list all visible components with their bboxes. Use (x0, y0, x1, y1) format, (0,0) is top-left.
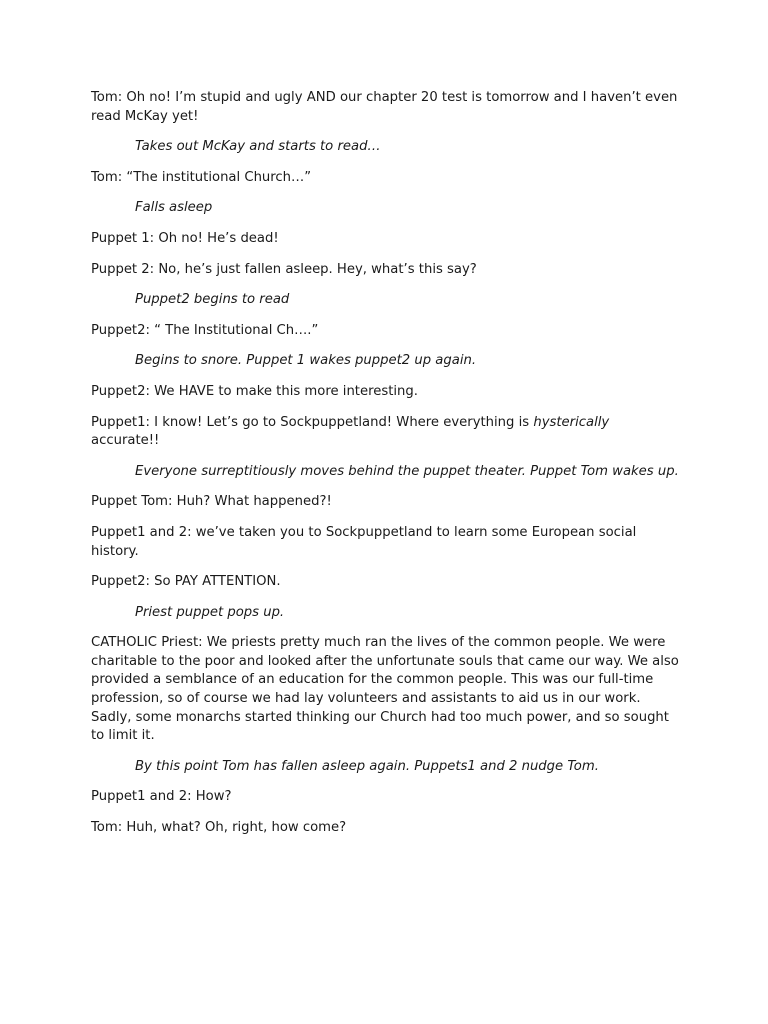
stage-direction: Falls asleep (135, 200, 213, 216)
dialogue-line: Puppet2: We HAVE to make this more interesting. (91, 383, 418, 399)
dialogue-line: Tom: “The institutional Church…” (91, 169, 312, 185)
stage-direction: By this point Tom has fallen asleep again. Puppets1 and 2 nudge Tom. (135, 758, 599, 774)
dialogue-line: Puppet1 and 2: we’ve taken you to Sockpuppetland to learn some European social history. (91, 524, 637, 559)
stage-direction: Takes out McKay and starts to read… (135, 139, 381, 155)
script-body (91, 89, 681, 850)
dialogue-line: Puppet2: So PAY ATTENTION. (91, 574, 281, 590)
dialogue-line: Puppet 1: Oh no! He’s dead! (91, 230, 279, 246)
stage-direction: Everyone surreptitiously moves behind the puppet theater. Puppet Tom wakes up. (135, 463, 679, 479)
dialogue-line (91, 414, 681, 451)
dialogue-line: CATHOLIC Priest: We priests pretty much ran the lives of the common people. We were charitable to the poor and looked after the unfortunate souls that came our way. We also provided a semblance of an education for the common people. This was our full-time profession, so of course we had lay volunteers and assistants to aid us in our work. Sadly, some monarchs started thinking our Church had too much power, and so sought to limit it. (91, 635, 679, 744)
stage-direction: Begins to snore. Puppet 1 wakes puppet2 up again. (135, 353, 477, 369)
stage-direction: Puppet2 begins to read (135, 292, 290, 308)
dialogue-line: Tom: Huh, what? Oh, right, how come? (91, 820, 347, 836)
stage-direction: Priest puppet pops up. (135, 604, 285, 620)
dialogue-text: accurate!! (91, 433, 160, 449)
dialogue-line: Puppet1 and 2: How? (91, 789, 232, 805)
emphasized-word: hysterically (533, 414, 610, 430)
dialogue-line: Puppet Tom: Huh? What happened?! (91, 494, 332, 510)
dialogue-line: Puppet2: “ The Institutional Ch….” (91, 322, 319, 338)
dialogue-line: Puppet 2: No, he’s just fallen asleep. Hey, what’s this say? (91, 261, 477, 277)
dialogue-text: Puppet1: I know! Let’s go to Sockpuppetland! Where everything is (91, 414, 534, 430)
dialogue-line: Tom: Oh no! I’m stupid and ugly AND our chapter 20 test is tomorrow and I haven’t even read McKay yet! (91, 90, 678, 124)
